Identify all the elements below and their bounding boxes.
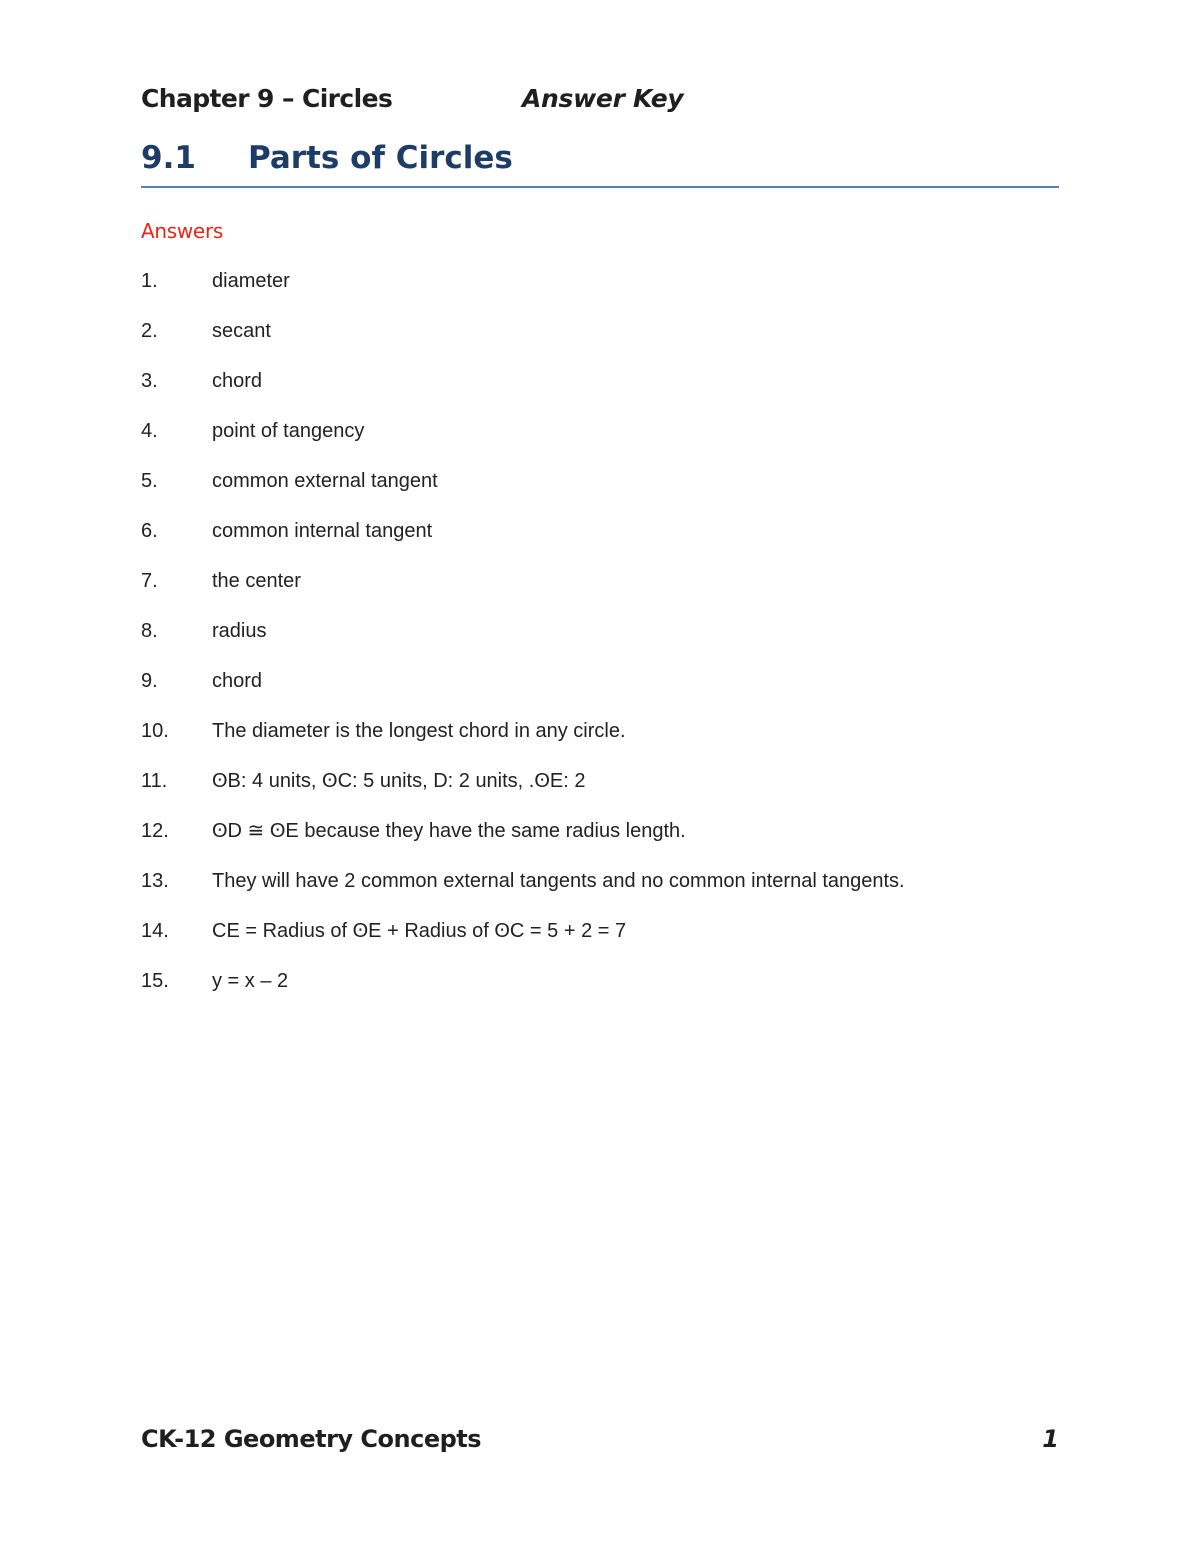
- answer-number: 8.: [141, 620, 158, 642]
- answer-item: [141, 818, 1059, 868]
- answer-item: [141, 968, 1059, 1018]
- answer-text: common external tangent: [212, 470, 438, 492]
- answer-text: diameter: [212, 270, 290, 292]
- book-title: CK-12 Geometry Concepts: [141, 1425, 482, 1453]
- page-footer: [141, 1425, 1059, 1459]
- answer-item: [141, 468, 1059, 518]
- answer-number: 4.: [141, 420, 158, 442]
- answer-number: 9.: [141, 670, 158, 692]
- answer-text: chord: [212, 370, 263, 392]
- answer-number: 2.: [141, 320, 158, 342]
- answer-item: [141, 268, 1059, 318]
- section-number: 9.1: [141, 140, 196, 176]
- answer-text: ʘB: 4 units, ʘC: 5 units, D: 2 units, .ʘE: 2: [212, 770, 586, 792]
- section-heading: [141, 140, 1059, 184]
- answer-number: 15.: [141, 970, 169, 992]
- answer-text: They will have 2 common external tangents and no common internal tangents.: [212, 870, 905, 892]
- answer-text: point of tangency: [212, 420, 365, 442]
- answer-item: [141, 618, 1059, 668]
- page-number: 1: [1042, 1425, 1059, 1453]
- answer-key-label: Answer Key: [522, 84, 684, 113]
- answer-item: [141, 318, 1059, 368]
- answer-item: [141, 568, 1059, 618]
- answer-text: radius: [212, 620, 267, 642]
- chapter-title: Chapter 9 – Circles: [141, 84, 393, 113]
- answer-number: 6.: [141, 520, 158, 542]
- answer-text: ʘD ≅ ʘE because they have the same radius length.: [212, 820, 686, 842]
- answer-item: [141, 668, 1059, 718]
- answer-number: 11.: [141, 770, 168, 792]
- answer-item: [141, 518, 1059, 568]
- answer-text: secant: [212, 320, 271, 342]
- answer-item: [141, 868, 1059, 918]
- answer-number: 14.: [141, 920, 169, 942]
- answer-text: y = x – 2: [212, 970, 289, 992]
- page-header: [141, 84, 1059, 120]
- section-divider: [141, 186, 1059, 188]
- section-title: Parts of Circles: [248, 140, 513, 176]
- answer-number: 7.: [141, 570, 158, 592]
- answer-item: [141, 768, 1059, 818]
- answer-text: the center: [212, 570, 301, 592]
- answer-number: 5.: [141, 470, 158, 492]
- answer-list: [141, 268, 1059, 1018]
- answer-number: 12.: [141, 820, 169, 842]
- answer-text: common internal tangent: [212, 520, 433, 542]
- answer-text: The diameter is the longest chord in any circle.: [212, 720, 626, 742]
- answer-item: [141, 718, 1059, 768]
- answer-number: 3.: [141, 370, 158, 392]
- answer-text: CE = Radius of ʘE + Radius of ʘC = 5 + 2 = 7: [212, 920, 627, 942]
- answer-item: [141, 368, 1059, 418]
- answer-item: [141, 918, 1059, 968]
- answer-number: 13.: [141, 870, 169, 892]
- answer-text: chord: [212, 670, 263, 692]
- answer-number: 10.: [141, 720, 169, 742]
- answers-label: Answers: [141, 219, 223, 243]
- answer-item: [141, 418, 1059, 468]
- answer-number: 1.: [141, 270, 158, 292]
